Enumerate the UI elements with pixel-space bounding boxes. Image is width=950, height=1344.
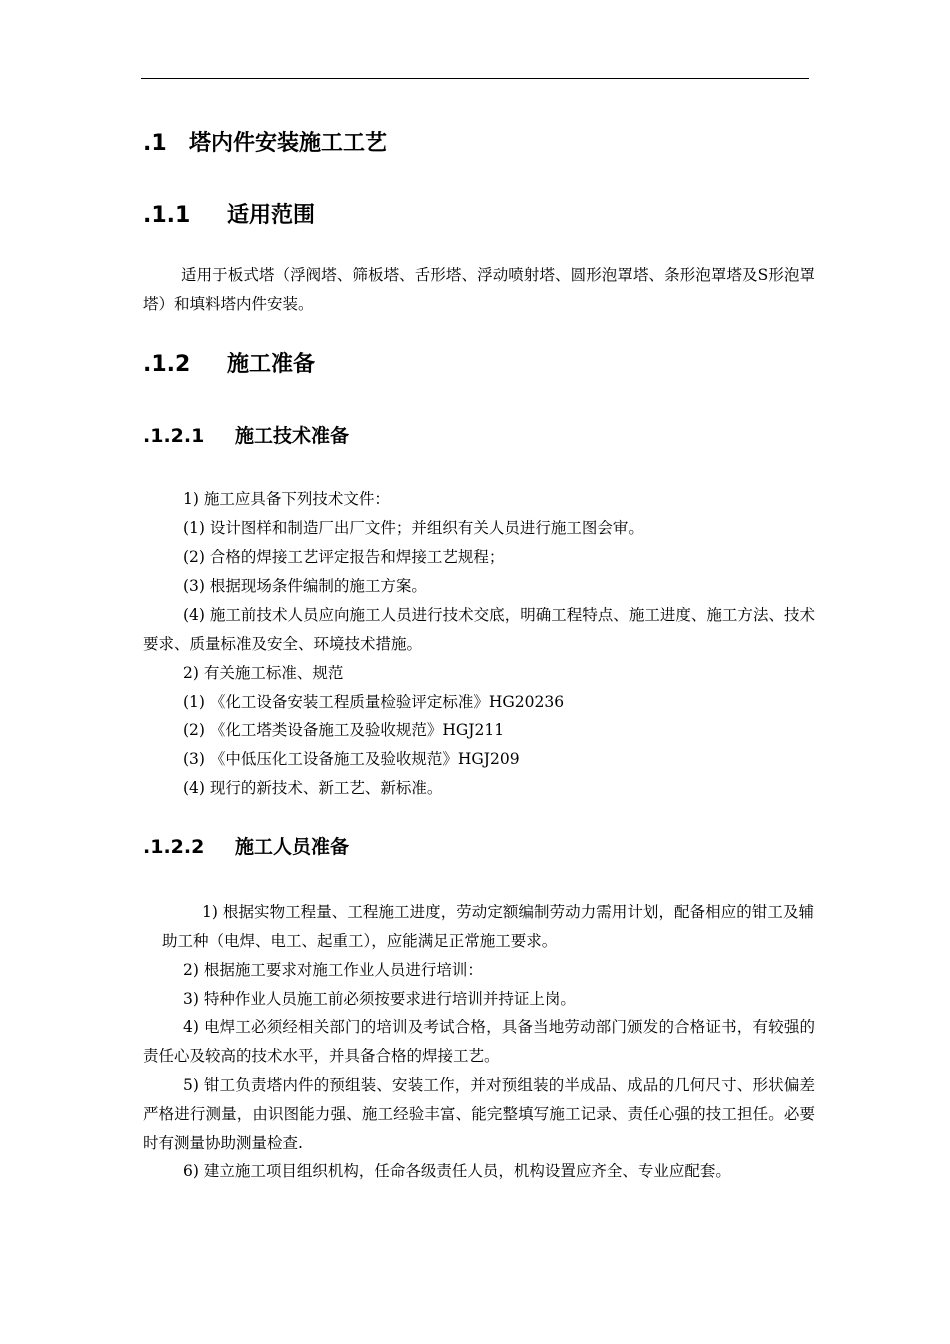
- heading-1: [143, 126, 387, 157]
- list-item: (1) 《化工设备安装工程质量检验评定标准》HG20236: [183, 693, 565, 711]
- list-item: 2) 根据施工要求对施工作业人员进行培训：: [183, 961, 483, 979]
- list-item: 6) 建立施工项目组织机构，任命各级责任人员，机构设置应齐全、专业应配套。: [183, 1162, 731, 1180]
- header-rule: [141, 78, 809, 79]
- heading-1-1-title: 适用范围: [227, 203, 316, 228]
- list-item: (2) 合格的焊接工艺评定报告和焊接工艺规程；: [183, 548, 505, 566]
- heading-1-title: 塔内件安装施工工艺: [189, 131, 388, 156]
- heading-1-2-1-title: 施工技术准备: [235, 425, 350, 447]
- heading-1-2-2-title: 施工人员准备: [235, 836, 350, 858]
- list-item: 1) 根据实物工程量、工程施工进度，劳动定额编制劳动力需用计划，配备相应的钳工及辅助工种（电焊、电工、起重工），应能满足正常施工要求。: [162, 903, 814, 950]
- list-item: (1) 设计图样和制造厂出厂文件；并组织有关人员进行施工图会审。: [183, 519, 644, 537]
- list-item: 1) 施工应具备下列技术文件：: [183, 490, 390, 508]
- list-item: 4) 电焊工必须经相关部门的培训及考试合格，具备当地劳动部门颁发的合格证书，有较强的责任心及较高的技术水平，并具备合格的焊接工艺。: [143, 1018, 815, 1065]
- heading-1-2-number: .1.2: [143, 352, 191, 377]
- heading-1-2-2: [143, 832, 349, 859]
- list-item: (2) 《化工塔类设备施工及验收规范》HGJ211: [183, 721, 505, 739]
- heading-1-2-2-number: .1.2.2: [143, 836, 205, 858]
- list-item: (4) 现行的新技术、新工艺、新标准。: [183, 779, 443, 797]
- list-item: (3) 根据现场条件编制的施工方案。: [183, 577, 427, 595]
- list-item: 3) 特种作业人员施工前必须按要求进行培训并持证上岗。: [183, 990, 576, 1008]
- heading-1-number: .1: [143, 131, 167, 156]
- scope-paragraph: 适用于板式塔（浮阀塔、筛板塔、舌形塔、浮动喷射塔、圆形泡罩塔、条形泡罩塔及S形泡罩塔）和填料塔内件安装。: [143, 266, 815, 313]
- heading-1-2: [143, 347, 315, 378]
- list-item: 2) 有关施工标准、规范: [183, 664, 344, 682]
- list-item: 5) 钳工负责塔内件的预组装、安装工作，并对预组装的半成品、成品的几何尺寸、形状偏差严格进行测量，由识图能力强、施工经验丰富、能完整填写施工记录、责任心强的技工担任。必要时有测量协助测量检查.: [143, 1076, 815, 1152]
- heading-1-2-title: 施工准备: [227, 352, 316, 377]
- heading-1-2-1: [143, 421, 349, 448]
- list-item: (4) 施工前技术人员应向施工人员进行技术交底，明确工程特点、施工进度、施工方法、技术要求、质量标准及安全、环境技术措施。: [143, 606, 815, 653]
- heading-1-1-number: .1.1: [143, 203, 191, 228]
- list-item: (3) 《中低压化工设备施工及验收规范》HGJ209: [183, 750, 520, 768]
- heading-1-2-1-number: .1.2.1: [143, 425, 205, 447]
- heading-1-1: [143, 198, 315, 229]
